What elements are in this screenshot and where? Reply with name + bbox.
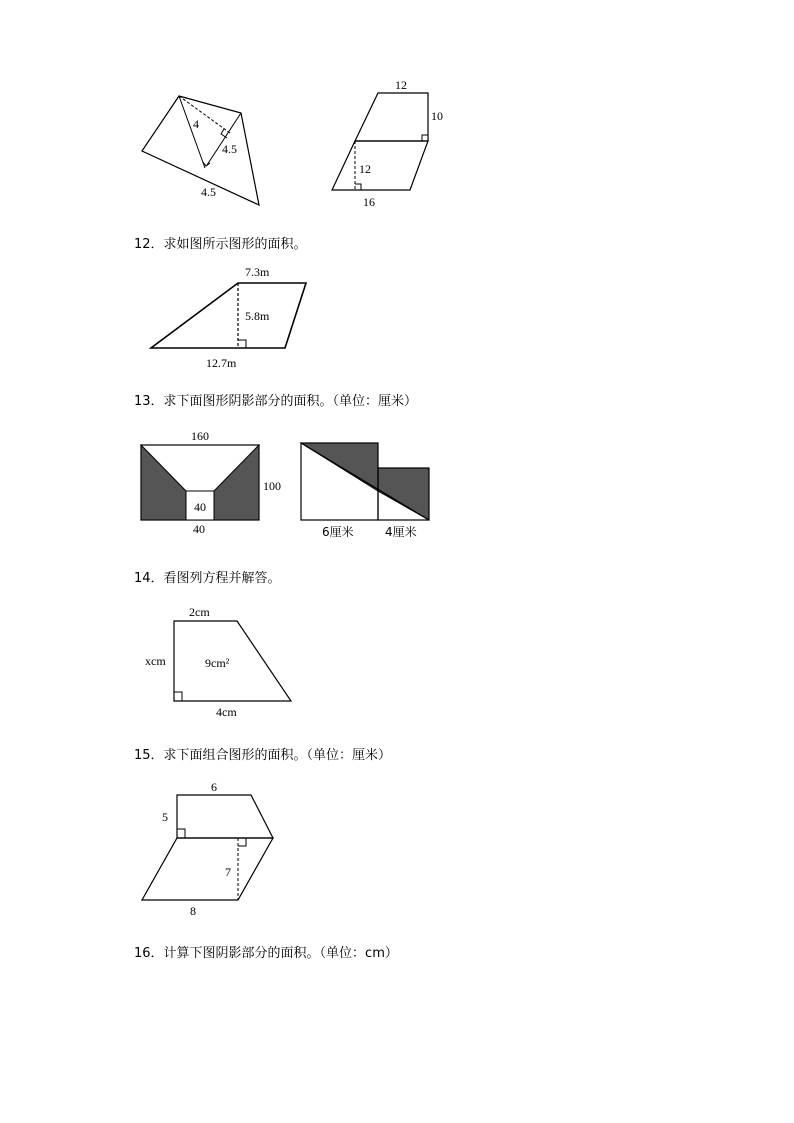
label-side-100: 100	[263, 479, 281, 493]
label-height-12: 12	[359, 162, 371, 176]
question-14: 14．看图列方程并解答。	[134, 571, 281, 586]
label-base-16: 16	[363, 195, 375, 209]
lower-parallelogram	[142, 838, 273, 900]
label-base-8: 8	[190, 904, 196, 918]
label-4cm: 4厘米	[385, 525, 417, 539]
label-4-5-outer: 4.5	[201, 185, 216, 199]
label-top: 7.3m	[245, 265, 270, 279]
label-top-6: 6	[211, 780, 217, 794]
label-inner-40: 40	[194, 500, 206, 514]
right-angle-mark	[238, 838, 246, 846]
question-12: 12．求如图所示图形的面积。	[134, 237, 307, 252]
question-16: 16．计算下图阴影部分的面积。（单位：cm）	[134, 946, 398, 961]
question-15: 15．求下面组合图形的面积。（单位：厘米）	[134, 748, 392, 763]
label-top-12: 12	[395, 78, 407, 92]
label-height: xcm	[145, 654, 166, 668]
label-bottom-40: 40	[193, 522, 205, 536]
label-base: 4cm	[216, 705, 237, 719]
question-13: 13．求下面图形阴影部分的面积。（单位：厘米）	[134, 394, 418, 409]
label-height-7: 7	[225, 865, 231, 879]
label-top-160: 160	[191, 429, 209, 443]
label-base: 12.7m	[206, 356, 237, 370]
label-top: 2cm	[189, 605, 210, 619]
label-6cm: 6厘米	[322, 525, 354, 539]
label-area: 9cm²	[205, 656, 230, 670]
label-side-5: 5	[162, 810, 168, 824]
right-angle-mark	[177, 829, 185, 838]
label-4-5-inner: 4.5	[222, 142, 237, 156]
upper-trapezoid	[177, 795, 273, 838]
label-4: 4	[193, 117, 199, 131]
label-side-10: 10	[431, 109, 443, 123]
label-height: 5.8m	[245, 309, 270, 323]
figure-15-composite	[0, 0, 320, 925]
